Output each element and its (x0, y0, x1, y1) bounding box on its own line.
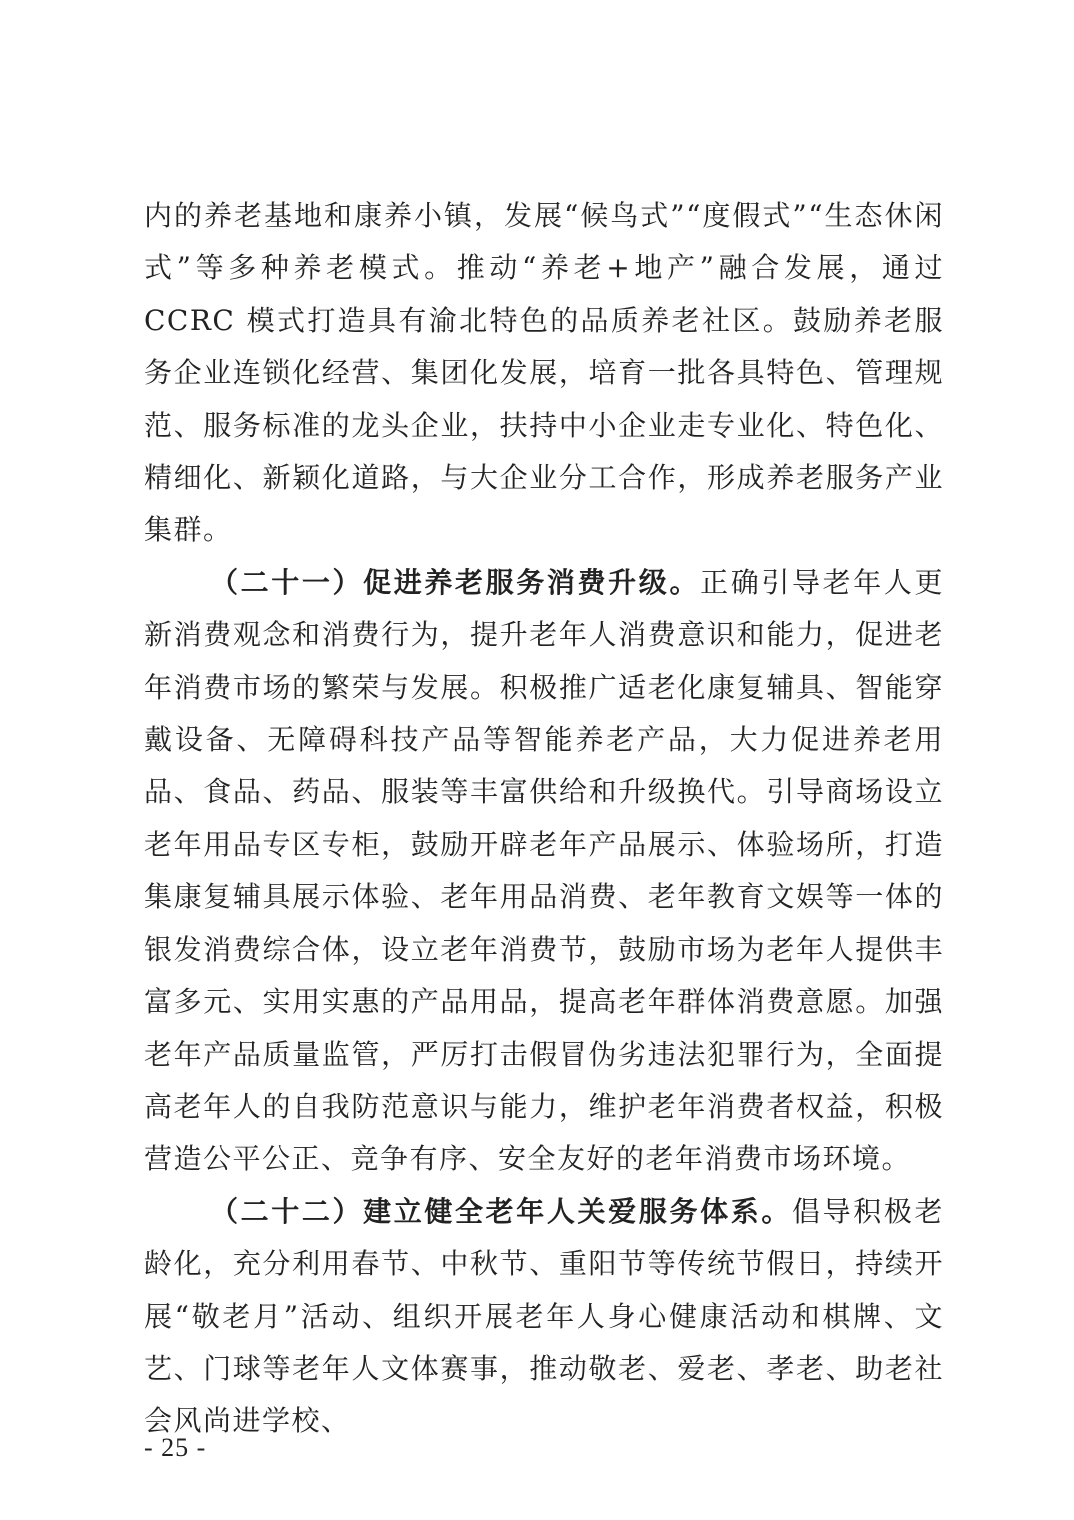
paragraph-text: 内的养老基地和康养小镇，发展“候鸟式”“度假式”“生态休闲式”等多种养老模式。推动“养老+地产”融合发展，通过 CCRC 模式打造具有渝北特色的品质养老社区。鼓励养老服务企业连锁化经营、集团化发展，培育一批各具特色、管理规范、服务标准的龙头企业，扶持中小企业走专业化、特色化、精细化、新颖化道路，与大企业分工合作，形成养老服务产业集群。 (144, 199, 944, 547)
section-heading-22: （二十二）建立健全老年人关爱服务体系。 (210, 1194, 792, 1228)
paragraph-text: 正确引导老年人更新消费观念和消费行为，提升老年人消费意识和能力，促进老年消费市场的繁荣与发展。积极推广适老化康复辅具、智能穿戴设备、无障碍科技产品等智能养老产品，大力促进养老用品、食品、药品、服装等丰富供给和升级换代。引导商场设立老年用品专区专柜，鼓励开辟老年产品展示、体验场所，打造集康复辅具展示体验、老年用品消费、老年教育文娱等一体的银发消费综合体，设立老年消费节，鼓励市场为老年人提供丰富多元、实用实惠的产品用品，提高老年群体消费意愿。加强老年产品质量监管，严厉打击假冒伪劣违法犯罪行为，全面提高老年人的自我防范意识与能力，维护老年消费者权益，积极营造公平公正、竞争有序、安全友好的老年消费市场环境。 (144, 565, 944, 1176)
paragraph-section-21 (144, 557, 944, 1186)
paragraph-text: 倡导积极老龄化，充分利用春节、中秋节、重阳节等传统节假日，持续开展“敬老月”活动、组织开展老年人身心健康活动和棋牌、文艺、门球等老年人文体赛事，推动敬老、爱老、孝老、助老社会风尚进学校、 (144, 1194, 944, 1438)
paragraph-section-22 (144, 1186, 944, 1448)
body-text (144, 190, 944, 1448)
page-number: - 25 - (144, 1433, 207, 1462)
paragraph-continuation (144, 190, 944, 557)
section-heading-21: （二十一）促进养老服务消费升级。 (210, 565, 701, 599)
